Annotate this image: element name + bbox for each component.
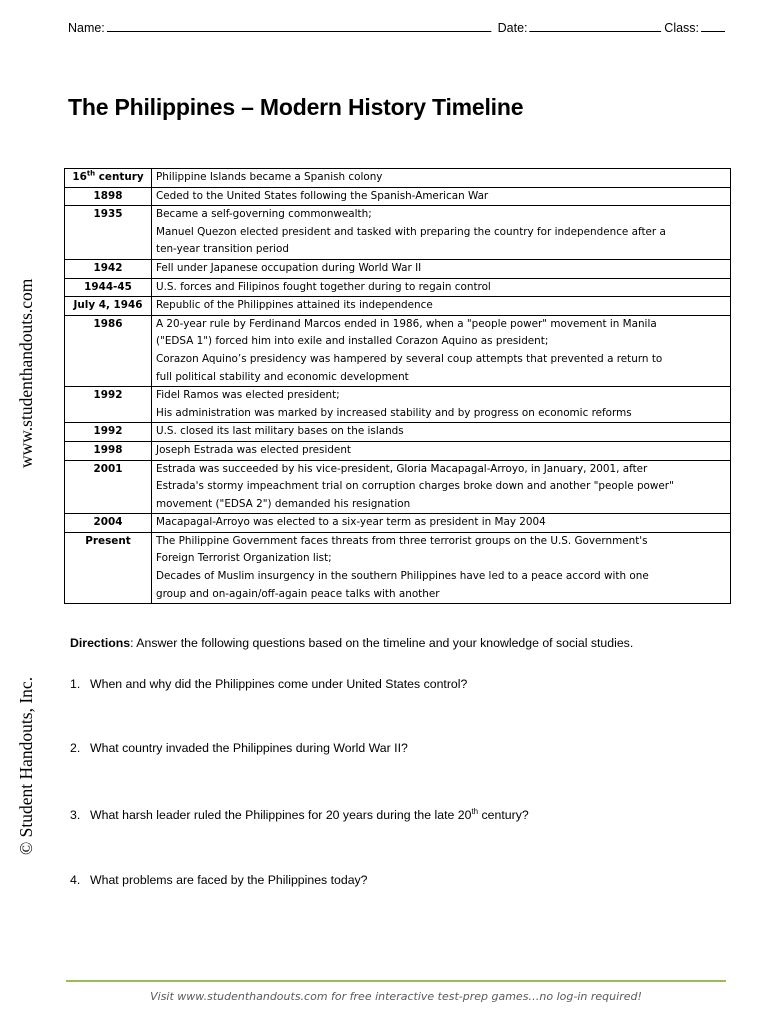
event-line: Fell under Japanese occupation during World War II <box>156 261 422 274</box>
event-cell <box>152 187 731 206</box>
directions-label: Directions <box>70 636 131 650</box>
event-cell <box>152 441 731 460</box>
table-row <box>65 206 731 260</box>
year-cell: 1898 <box>65 187 152 206</box>
event-line: ("EDSA 1") forced him into exile and installed Corazon Aquino as president; <box>156 335 549 348</box>
table-row <box>65 187 731 206</box>
date-label: Date: <box>497 21 528 35</box>
event-line: Became a self-governing commonwealth; <box>156 208 372 221</box>
table-row <box>65 532 731 603</box>
event-cell <box>152 259 731 278</box>
event-line: Macapagal-Arroyo was elected to a six-year term as president in May 2004 <box>156 516 546 529</box>
table-row <box>65 460 731 514</box>
table-row <box>65 259 731 278</box>
event-line: U.S. forces and Filipinos fought together during to regain control <box>156 280 491 293</box>
event-line: ten-year transition period <box>156 243 290 256</box>
class-field[interactable] <box>701 19 725 32</box>
table-row <box>65 514 731 533</box>
table-row <box>65 423 731 442</box>
event-line: Foreign Terrorist Organization list; <box>156 552 332 565</box>
event-cell <box>152 532 731 603</box>
event-cell <box>152 206 731 260</box>
event-cell <box>152 514 731 533</box>
event-line: Estrada was succeeded by his vice-president, Gloria Macapagal-Arroyo, in January, 2001, after <box>156 462 648 475</box>
year-cell: 1944-45 <box>65 278 152 297</box>
table-row <box>65 387 731 423</box>
event-line: His administration was marked by increased stability and by progress on economic reforms <box>156 406 632 419</box>
directions <box>70 636 633 650</box>
page-title: The Philippines – Modern History Timeline <box>68 94 524 120</box>
event-line: Manuel Quezon elected president and tasked with preparing the country for independence after a <box>156 225 666 238</box>
year-cell: 1986 <box>65 315 152 386</box>
event-line: Joseph Estrada was elected president <box>156 443 351 456</box>
event-cell <box>152 423 731 442</box>
year-cell: 1942 <box>65 259 152 278</box>
question-3: 3. What harsh leader ruled the Philippines for 20 years during the late 20th century? <box>70 807 529 823</box>
year-cell: July 4, 1946 <box>65 297 152 316</box>
event-line: full political stability and economic development <box>156 370 409 383</box>
table-row <box>65 315 731 386</box>
table-row <box>65 297 731 316</box>
year-cell: 1935 <box>65 206 152 260</box>
year-cell: Present <box>65 532 152 603</box>
event-line: Corazon Aquino’s presidency was hampered by several coup attempts that prevented a return to <box>156 352 663 365</box>
event-line: Fidel Ramos was elected president; <box>156 389 340 402</box>
table-row <box>65 169 731 188</box>
question-2: 2. What country invaded the Philippines during World War II? <box>70 741 408 755</box>
event-line: The Philippine Government faces threats from three terrorist groups on the U.S. Government's <box>156 534 648 547</box>
year-cell: 2001 <box>65 460 152 514</box>
year-cell: 1992 <box>65 387 152 423</box>
event-cell <box>152 169 731 188</box>
timeline-table <box>64 168 731 604</box>
event-cell <box>152 387 731 423</box>
event-line: A 20-year rule by Ferdinand Marcos ended in 1986, when a "people power" movement in Manila <box>156 317 657 330</box>
event-line: Decades of Muslim insurgency in the southern Philippines have led to a peace accord with one <box>156 570 649 583</box>
event-cell <box>152 297 731 316</box>
event-line: group and on-again/off-again peace talks with another <box>156 587 440 600</box>
event-cell <box>152 460 731 514</box>
name-label: Name: <box>68 21 105 35</box>
name-field[interactable] <box>107 19 491 32</box>
table-row <box>65 278 731 297</box>
directions-text: : Answer the following questions based on the timeline and your knowledge of social studies. <box>130 636 634 650</box>
footer-text: Visit www.studenthandouts.com for free interactive test-prep games…no log-in required! <box>150 990 642 1003</box>
question-4: 4. What problems are faced by the Philippines today? <box>70 873 368 887</box>
event-line: Republic of the Philippines attained its independence <box>156 299 433 312</box>
event-line: Ceded to the United States following the Spanish-American War <box>156 189 489 202</box>
question-1: 1. When and why did the Philippines come under United States control? <box>70 677 468 691</box>
class-label: Class: <box>664 21 699 35</box>
event-line: U.S. closed its last military bases on the islands <box>156 425 404 438</box>
header-fields <box>68 19 727 39</box>
event-line: Estrada's stormy impeachment trial on corruption charges broke down and another "people power" <box>156 480 674 493</box>
event-cell <box>152 315 731 386</box>
date-field[interactable] <box>530 19 662 32</box>
event-line: Philippine Islands became a Spanish colony <box>156 171 383 183</box>
year-cell: 1992 <box>65 423 152 442</box>
event-cell <box>152 278 731 297</box>
event-line: movement ("EDSA 2") demanded his resignation <box>156 497 411 510</box>
table-row <box>65 441 731 460</box>
side-copyright: © Student Handouts, Inc. <box>16 676 36 855</box>
footer-rule <box>66 980 726 982</box>
side-website: www.studenthandouts.com <box>16 278 36 468</box>
year-cell: 2004 <box>65 514 152 533</box>
year-cell: 16th century <box>65 169 152 188</box>
side-margin <box>12 0 42 1024</box>
year-cell: 1998 <box>65 441 152 460</box>
